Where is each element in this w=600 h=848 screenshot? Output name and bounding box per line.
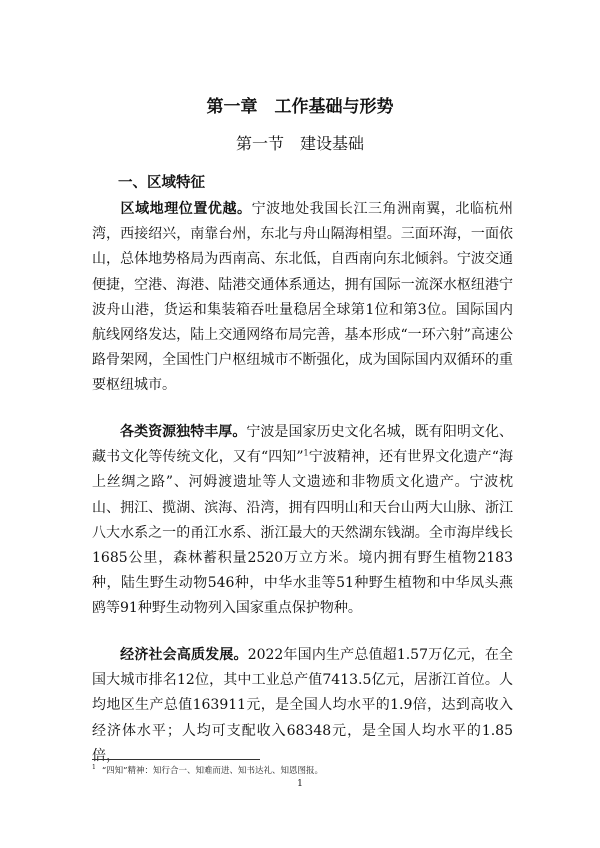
paragraph-location bbox=[92, 197, 513, 399]
paragraph-lead: 区域地理位置优越。 bbox=[120, 201, 252, 217]
footnote-mark: 1 bbox=[92, 764, 96, 772]
paragraph-lead: 经济社会高质发展。 bbox=[120, 647, 248, 663]
footnote-reference[interactable]: 1 bbox=[303, 448, 309, 458]
subsection-heading: 一、区域特征 bbox=[118, 175, 205, 191]
paragraph-text: 2022年国内生产总值超1.57万亿元，在全国大城市排名12位，其中工业总产值7413.5亿元，居浙江首位。人均地区生产总值163911元，是全国人均水平的1.9倍，达到高收入经济体水平；人均可支配收入68348元，是全国人均水平的1.85倍， bbox=[92, 647, 513, 764]
section-title: 第一节 建设基础 bbox=[235, 134, 364, 153]
paragraph-text: 宁波精神，还有世界文化遗产“海上丝绸之路”、河姆渡遗址等人文遗迹和非物质文化遗产。宁波枕山、拥江、揽湖、滨海、沿湾，拥有四明山和天台山两大山脉、浙江八大水系之一的甬江水系、浙江最大的天然湖东钱湖。全市海岸线长1685公里，森林蓄积量2520万立方米。境内拥有野生植物2183种，陆生野生动物546种，中华水韭等51种野生植物和中华凤头燕鸥等91种野生动物列入国家重点保护物种。 bbox=[92, 449, 513, 617]
paragraph-lead: 各类资源独特丰厚。 bbox=[120, 424, 247, 440]
footnote-text: “四知”精神：知行合一、知难而进、知书达礼、知恩图报。 bbox=[101, 766, 324, 776]
paragraph-resources bbox=[92, 420, 513, 622]
footnote-divider bbox=[92, 759, 260, 760]
footnote bbox=[92, 764, 323, 776]
paragraph-text: 宁波是国家历史文化名城，既有阳明文化、藏书文化等传统文化，又有“四知” bbox=[92, 424, 514, 466]
paragraph-text: 宁波地处我国长江三角洲南翼，北临杭州湾，西接绍兴，南靠台州，东北与舟山隔海相望。三面环海，一面依山，总体地势格局为西南高、东北低，自西南向东北倾斜。宁波交通便捷，空港、海港、陆港交通体系通达，拥有国际一流深水枢纽港宁波舟山港，货运和集装箱吞吐量稳居全球第1位和第3位。国际国内航线网络发达，陆上交通网络布局完善，基本形成“一环六射”高速公路骨架网，全国性门户枢纽城市不断强化，成为国际国内双循环的重要枢纽城市。 bbox=[92, 201, 514, 394]
page-number: 1 bbox=[297, 779, 303, 789]
chapter-title: 第一章 工作基础与形势 bbox=[206, 97, 394, 117]
